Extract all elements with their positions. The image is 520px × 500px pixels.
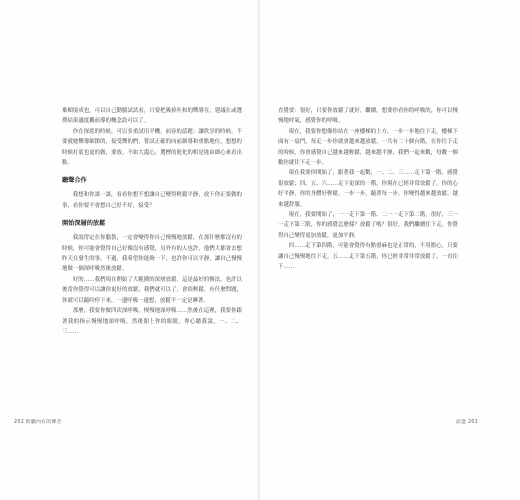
section-heading-1: 聽聲合作 xyxy=(62,177,87,185)
left-paragraph-6: 那麼，我要你做四次深呼吸，慢慢地深呼吸……然後在這裡，我要你跟著我的指示慢慢地深呼吸，然後閉上你的眼睛，專心聽我說，一、二、三…… xyxy=(62,308,242,335)
left-paragraph-3: 我想和你談一談，看看你想不想讓自己變得輕鬆平靜，放下你正要做的事，看你要不會想自己好不好，接受？ xyxy=(62,192,242,209)
left-paragraph-2: 你在探底的時候，可以多重試用平機，前容的話題：讓欣享的時候，不要就她嚮導細節的，接受嚮的們，嘗試正確的向前細導和重點地位，想想的時候打底也更的做，要放。不如大龍心，選標的進化的相是能由細心來看出點。 xyxy=(62,128,242,167)
right-page xyxy=(260,0,520,500)
left-paragraph-5: 好的……我們現在開始了大範圍的深層放鬆，這是最好的辦法，也許以後當你覺得可以讓你更好的放鬆，我們就可以了，會很輕鬆，有什麼問題，你就可以隨時停下來，一邊呼吸一邊想，放鬆不一定是睡著。 xyxy=(62,276,242,304)
right-paragraph-4: 現在，我要開始了，一一走下第一階、二一一走下第二階，很好，三一一走下第三階，你的感覺怎麼樣？放鬆了嗎？很好，我們繼續往下走，你覺得自己變得更加放鬆，更加平靜。 xyxy=(278,212,458,239)
right-paragraph-3: 現在我要你開始了，跟著我一起數，一、二、三……走下第一階，感覺很放鬆；四、五、六……走下更深的一階，你現在已經非常放鬆了，你的心好平靜，你的身體好輕鬆，一步一步，隨著每一步，你變得越來越放鬆，越來越舒服。 xyxy=(278,170,458,208)
left-text-column xyxy=(62,106,242,337)
right-paragraph-1: 直覺要：很好，只要你放鬆了就好，繼續，想要你看你的呼吸的，你可以慢慢地呼氣，感覺你的呼吸。 xyxy=(278,108,458,125)
section-heading-2: 開始深層的放鬆 xyxy=(62,220,106,228)
left-paragraph-4: 我說得定在你腦袋，一定會變得你自己慢慢地放鬆，在那什麼都沒有的時候，你可能會覺得自己好像沒有感覺，另外有的人也許，他們大都會去想昨天在發生的事，不過，我希望你能夠一下，也許你可以平靜，讓自己慢慢地做一個深呼吸然後放鬆。 xyxy=(62,235,242,273)
right-page-folio: 前進 201 xyxy=(456,420,479,425)
right-paragraph-5: 四……走下第四階，可能會覺得有點發麻也是正常的，不用擔心，只要讓自己慢慢地往下走，五……走下第五階，你已經非常非常放鬆了，一直往下…… xyxy=(278,243,458,271)
right-paragraph-2: 現在，我要你想像你站在一座樓梯的上方，一步一步地往下走，樓梯下面有一扇門，每走一步你就會越來越放鬆，一共有二十個台階，在你往下走的時候，你會感覺自己越來越輕鬆，越來越平靜，我們一起來數，每數一個數你就往下走一步。 xyxy=(278,128,458,167)
left-page-folio: 202 聆聽內在的聲音 xyxy=(14,420,62,425)
left-paragraph-1: 棄順境成也，可以自己動腦試試看，只要把吸掉吐和的嚮導在，建議在或選擇結果適度觀前導的概念設可以了。 xyxy=(62,108,242,125)
right-text-column xyxy=(278,106,458,273)
